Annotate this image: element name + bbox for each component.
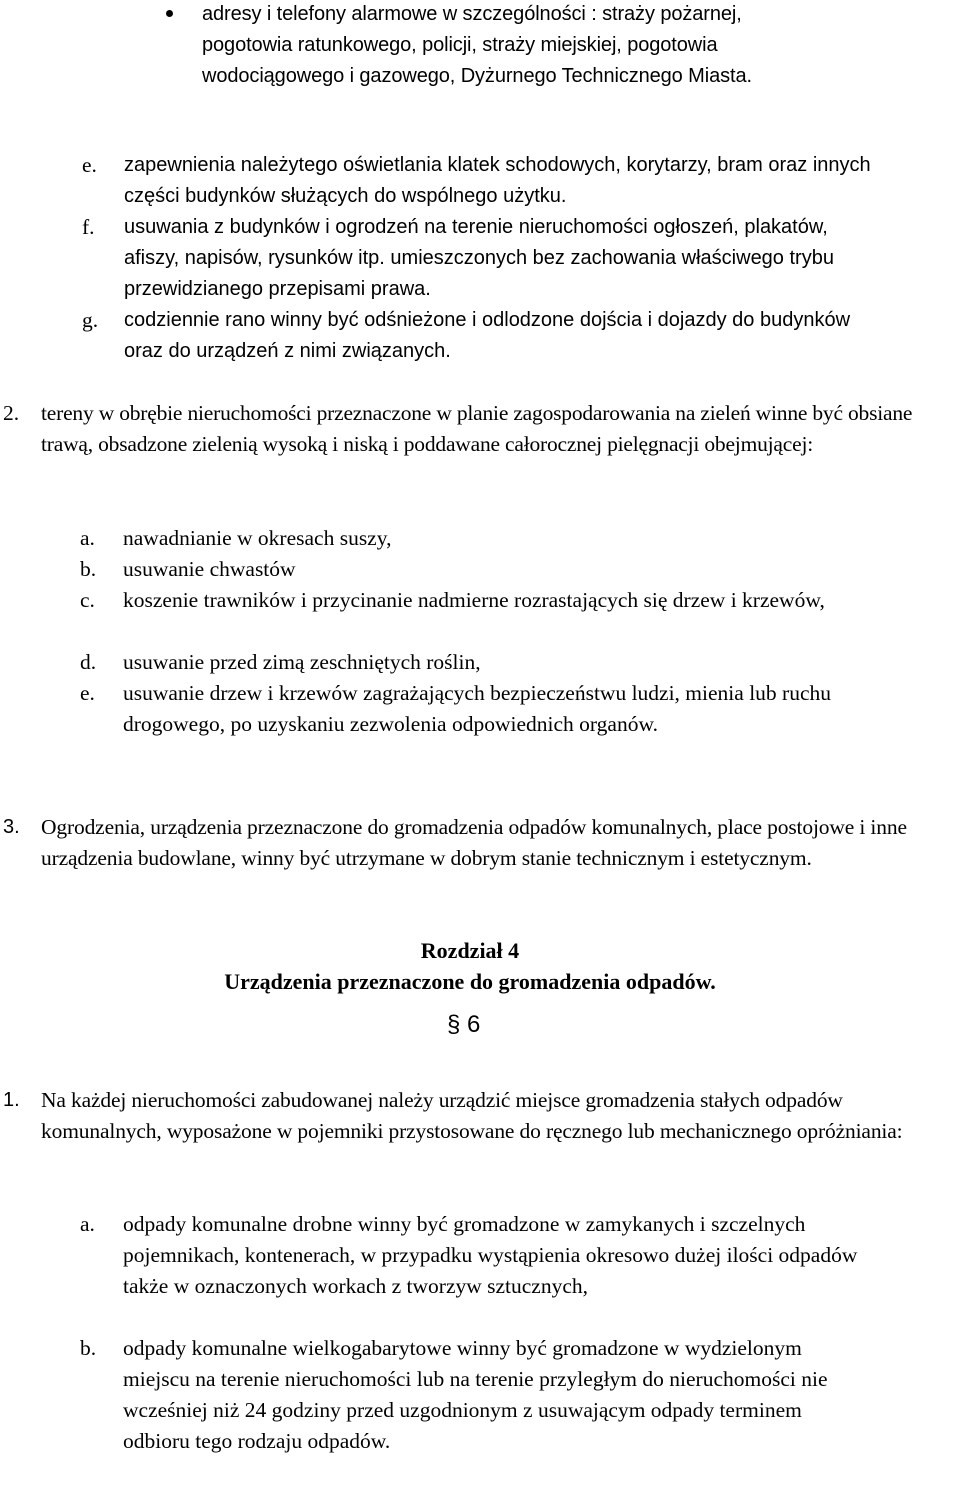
list-text: codziennie rano winny być odśnieżone i odlodzone dojścia i dojazdy do budynków oraz do urządzeń z nimi związanych.	[124, 309, 851, 362]
list-item-b2	[80, 1333, 860, 1457]
paragraph-text: Ogrodzenia, urządzenia przeznaczone do gromadzenia odpadów komunalnych, place postojowe i inne urządzenia budowlane, winny być utrzymane w dobrym stanie technicznym i estetycznym.	[41, 815, 907, 870]
list-item-d	[80, 647, 900, 678]
chapter-title: Rozdział 4	[420, 938, 520, 963]
list-item-e	[82, 150, 872, 212]
list-text: usuwanie chwastów	[123, 557, 296, 581]
list-item-c	[80, 585, 900, 616]
paragraph-text: tereny w obrębie nieruchomości przeznaczone w planie zagospodarowania na zieleń winne być obsiane trawą, obsadzone zielenią wysoką i niską i poddawane całorocznej pielęgnacji obejmującej:	[41, 401, 913, 456]
list-text: zapewnienia należytego oświetlania klatek schodowych, korytarzy, bram oraz innych części budynków służących do wspólnego użytku.	[124, 154, 871, 207]
list-item-e2	[80, 678, 880, 740]
list-text: usuwanie przed zimą zeschniętych roślin,	[123, 650, 481, 674]
list-label: e.	[82, 153, 97, 177]
paragraph-label: 1.	[3, 1089, 20, 1111]
list-item-b	[80, 554, 900, 585]
list-label: d.	[80, 650, 97, 674]
chapter-subtitle: Urządzenia przeznaczone do gromadzenia odpadów.	[224, 969, 716, 994]
paragraph-label: 2.	[3, 401, 20, 425]
list-text: odpady komunalne wielkogabarytowe winny być gromadzone w wydzielonym miejscu na terenie nieruchomości lub na terenie przyległym do nieruchomości nie wcześniej niż 24 godziny przed uzgodnionym z usuwającym odpady terminem odbioru tego rodzaju odpadów.	[123, 1336, 828, 1453]
list-text: usuwania z budynków i ogrodzeń na terenie nieruchomości ogłoszeń, plakatów, afiszy, napisów, rysunków itp. umieszczonych bez zachowania właściwego trybu przewidzianego przepisami prawa.	[124, 216, 834, 300]
list-label: e.	[80, 681, 95, 705]
paragraph-3	[0, 812, 958, 874]
list-label: b.	[80, 557, 97, 581]
paragraph-2	[0, 398, 958, 460]
list-text: odpady komunalne drobne winny być gromadzone w zamykanych i szczelnych pojemnikach, kontenerach, w przypadku wystąpienia okresowo dużej ilości odpadów także w oznaczonych workach z tworzyw sztucznych,	[123, 1212, 858, 1298]
list-item-a	[80, 523, 900, 554]
section-number: § 6	[447, 1011, 481, 1038]
list-item-g	[82, 305, 882, 367]
list-label: c.	[80, 588, 95, 612]
list-item-a2	[80, 1209, 860, 1302]
paragraph-1	[0, 1085, 958, 1147]
list-text: usuwanie drzew i krzewów zagrażających bezpieczeństwu ludzi, mienia lub ruchu drogowego, po uzyskaniu zezwolenia odpowiednich organów.	[123, 681, 831, 736]
paragraph-label: 3.	[3, 816, 20, 838]
bullet-item-text: adresy i telefony alarmowe w szczególności : straży pożarnej, pogotowia ratunkowego, policji, straży miejskiej, pogotowia wodociągowego i gazowego, Dyżurnego Technicznego Miasta.	[202, 3, 752, 87]
list-label: b.	[80, 1336, 97, 1360]
list-label: a.	[80, 526, 95, 550]
list-item-f	[82, 212, 872, 305]
list-label: f.	[82, 215, 95, 239]
paragraph-text: Na każdej nieruchomości zabudowanej należy urządzić miejsce gromadzenia stałych odpadów komunalnych, wyposażone w pojemniki przystosowane do ręcznego lub mechanicznego opróżniania:	[41, 1088, 903, 1143]
bullet-icon	[166, 10, 173, 17]
list-text: koszenie trawników i przycinanie nadmierne rozrastających się drzew i krzewów,	[123, 588, 825, 612]
list-text: nawadnianie w okresach suszy,	[123, 526, 392, 550]
list-label: g.	[82, 308, 99, 332]
list-label: a.	[80, 1212, 95, 1236]
